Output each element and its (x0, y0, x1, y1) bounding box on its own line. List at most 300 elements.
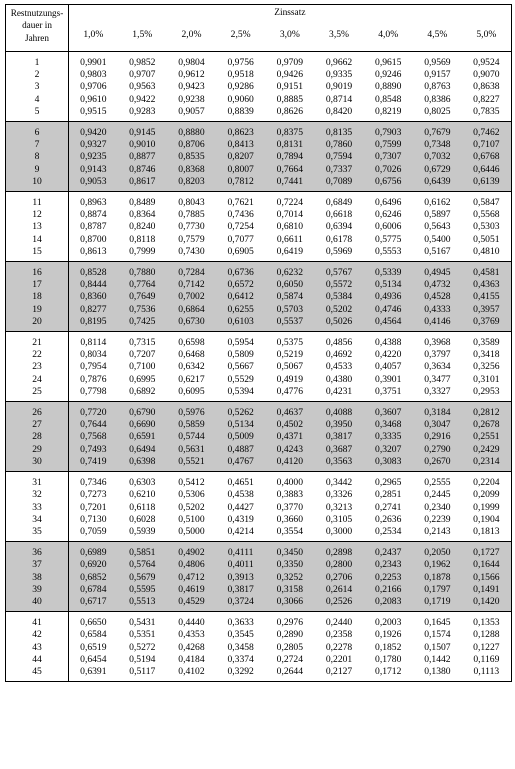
value-cell: 0,7536 (118, 304, 167, 316)
value-cell: 0,3957 (462, 304, 511, 316)
table-row (6, 69, 512, 81)
value-cell: 0,5194 (129, 653, 156, 665)
value-cell: 0,6232 (265, 262, 314, 280)
value-cell: 0,9010 (118, 139, 167, 151)
value-cell: 0,6995 (129, 373, 156, 385)
value-cell: 0,7764 (118, 279, 167, 291)
value-cell: 0,6394 (325, 221, 353, 233)
value-cell: 0,7224 (276, 197, 304, 209)
value-cell: 0,7142 (167, 279, 216, 291)
value-cell: 0,6210 (129, 489, 156, 501)
value-cell: 0,9709 (276, 57, 304, 68)
year-cell: 42 (6, 629, 69, 641)
year-cell: 34 (6, 514, 69, 526)
row-group (6, 542, 512, 612)
year-cell: 37 (6, 559, 69, 571)
year-cell: 21 (6, 332, 69, 350)
value-cell: 0,2670 (413, 456, 462, 472)
value-cell: 0,2166 (364, 584, 413, 596)
value-cell: 0,6446 (462, 164, 511, 176)
value-cell: 0,4440 (178, 617, 205, 629)
value-cell: 0,2851 (375, 489, 402, 501)
year-cell: 16 (6, 262, 69, 280)
value-cell: 0,6178 (325, 233, 353, 245)
value-cell: 0,8839 (216, 106, 265, 122)
value-cell: 0,4533 (325, 361, 353, 373)
value-cell: 0,7568 (69, 431, 118, 443)
year-cell: 32 (6, 489, 69, 501)
value-cell: 0,6103 (216, 316, 265, 332)
value-cell: 0,6768 (462, 151, 511, 163)
value-cell: 0,9335 (325, 69, 353, 81)
value-cell: 0,6650 (80, 617, 107, 629)
value-cell: 0,2965 (375, 477, 402, 489)
value-cell: 0,1797 (413, 584, 462, 596)
year-cell: 17 (6, 279, 69, 291)
value-cell: 0,5529 (227, 373, 254, 385)
value-cell: 0,8118 (129, 233, 156, 245)
value-cell: 0,6591 (118, 431, 167, 443)
value-cell: 0,7419 (69, 456, 118, 472)
value-cell: 0,4538 (227, 489, 254, 501)
value-cell: 0,6584 (80, 629, 107, 641)
value-cell: 0,5051 (462, 234, 511, 246)
value-cell: 0,8034 (80, 349, 107, 361)
year-cell: 28 (6, 431, 69, 443)
value-cell: 0,7441 (265, 176, 314, 192)
value-cell: 0,4011 (216, 559, 265, 571)
value-cell: 0,6217 (178, 373, 205, 385)
value-cell: 0,3968 (424, 337, 451, 349)
year-cell: 43 (6, 642, 69, 654)
value-cell: 0,6864 (167, 304, 216, 316)
value-cell: 0,7720 (69, 402, 118, 420)
value-cell: 0,7903 (364, 122, 413, 140)
value-cell: 0,6162 (424, 197, 451, 209)
value-cell: 0,3442 (325, 477, 353, 489)
value-cell: 0,4333 (413, 304, 462, 316)
value-cell: 0,5431 (129, 617, 156, 629)
value-cell: 0,6618 (325, 209, 353, 221)
value-cell: 0,8360 (69, 291, 118, 303)
value-cell: 0,6050 (265, 279, 314, 291)
value-cell: 0,4243 (265, 444, 314, 456)
table-row (6, 629, 512, 641)
value-cell: 0,3724 (216, 596, 265, 612)
value-cell: 0,8386 (424, 93, 451, 105)
value-cell: 0,4619 (167, 584, 216, 596)
value-cell: 0,3607 (364, 402, 413, 420)
table-row (6, 81, 512, 93)
value-cell: 0,5897 (424, 209, 451, 221)
value-cell: 0,6028 (129, 513, 156, 525)
value-cell: 0,6736 (216, 262, 265, 280)
value-cell: 0,5219 (276, 349, 304, 361)
value-cell: 0,3066 (265, 596, 314, 612)
value-cell: 0,5100 (178, 513, 205, 525)
value-cell: 0,4564 (364, 316, 413, 332)
value-cell: 0,9662 (325, 57, 353, 68)
table-row (6, 122, 512, 140)
value-cell: 0,8613 (69, 246, 118, 262)
value-cell: 0,1507 (424, 641, 451, 653)
value-cell: 0,1566 (462, 572, 511, 584)
value-cell: 0,8528 (69, 262, 118, 280)
value-cell: 0,7999 (118, 246, 167, 262)
row-group (6, 612, 512, 682)
value-cell: 0,6118 (129, 501, 156, 513)
table-row (6, 234, 512, 246)
value-cell: 0,2143 (413, 526, 462, 542)
table-row (6, 246, 512, 262)
year-cell: 4 (6, 94, 69, 106)
year-cell: 7 (6, 139, 69, 151)
value-cell: 0,9019 (325, 81, 353, 93)
value-cell: 0,2812 (462, 402, 511, 420)
value-cell: 0,3554 (265, 526, 314, 542)
value-cell: 0,2083 (364, 596, 413, 612)
value-cell: 0,9615 (375, 57, 402, 68)
value-cell: 0,4120 (265, 456, 314, 472)
value-cell: 0,3083 (364, 456, 413, 472)
year-cell: 15 (6, 246, 69, 262)
value-cell: 0,5375 (276, 337, 304, 349)
value-cell: 0,4220 (375, 349, 402, 361)
table-row (6, 444, 512, 456)
value-cell: 0,5809 (227, 349, 254, 361)
row-group (6, 332, 512, 402)
value-cell: 0,9563 (129, 81, 156, 93)
value-cell: 0,3634 (424, 361, 451, 373)
value-cell: 0,9901 (80, 57, 107, 68)
value-cell: 0,5000 (167, 526, 216, 542)
value-cell: 0,8277 (69, 304, 118, 316)
value-cell: 0,8626 (265, 106, 314, 122)
value-cell: 0,7026 (364, 164, 413, 176)
value-cell: 0,1962 (413, 559, 462, 571)
year-cell: 41 (6, 612, 69, 630)
value-cell: 0,2445 (424, 489, 451, 501)
value-cell: 0,5851 (118, 542, 167, 560)
value-cell: 0,7273 (80, 489, 107, 501)
value-cell: 0,9803 (80, 69, 107, 81)
value-cell: 0,2358 (325, 629, 353, 641)
value-cell: 0,9151 (276, 81, 304, 93)
value-cell: 0,4637 (265, 402, 314, 420)
value-cell: 0,1926 (375, 629, 402, 641)
rate-header: 2,5% (216, 20, 265, 52)
value-cell: 0,6892 (118, 386, 167, 402)
value-cell: 0,7579 (178, 233, 205, 245)
value-cell: 0,4746 (364, 304, 413, 316)
value-cell: 0,8195 (69, 316, 118, 332)
value-cell: 0,7835 (462, 106, 511, 122)
value-cell: 0,3883 (276, 489, 304, 501)
year-cell: 22 (6, 349, 69, 361)
rate-header: 5,0% (462, 20, 511, 52)
table-row (6, 596, 512, 612)
value-cell: 0,9420 (69, 122, 118, 140)
value-cell: 0,8880 (167, 122, 216, 140)
value-cell: 0,4057 (375, 361, 402, 373)
year-cell: 8 (6, 151, 69, 163)
value-cell: 0,7664 (265, 164, 314, 176)
value-cell: 0,3817 (216, 584, 265, 596)
value-cell: 0,7201 (80, 501, 107, 513)
value-cell: 0,5595 (118, 584, 167, 596)
year-cell: 3 (6, 81, 69, 93)
value-cell: 0,3458 (227, 641, 254, 653)
table-row (6, 514, 512, 526)
value-cell: 0,6419 (265, 246, 314, 262)
value-cell: 0,4502 (265, 419, 314, 431)
value-cell: 0,6905 (216, 246, 265, 262)
table-row (6, 52, 512, 70)
value-cell: 0,5859 (167, 419, 216, 431)
value-cell: 0,7014 (276, 209, 304, 221)
table-row (6, 526, 512, 542)
value-cell: 0,3256 (462, 361, 511, 373)
year-cell: 9 (6, 164, 69, 176)
table-row (6, 304, 512, 316)
value-cell: 0,5643 (424, 221, 451, 233)
value-cell: 0,8714 (325, 93, 353, 105)
value-cell: 0,5568 (462, 209, 511, 221)
value-cell: 0,3335 (364, 431, 413, 443)
value-cell: 0,3350 (265, 559, 314, 571)
value-cell: 0,1712 (364, 666, 413, 682)
value-cell: 0,9235 (69, 151, 118, 163)
value-cell: 0,4146 (413, 316, 462, 332)
table-row (6, 502, 512, 514)
rate-header: 3,0% (265, 20, 314, 52)
value-cell: 0,2790 (413, 444, 462, 456)
value-cell: 0,5775 (375, 233, 402, 245)
year-cell: 24 (6, 374, 69, 386)
value-cell: 0,5303 (462, 221, 511, 233)
year-cell: 40 (6, 596, 69, 612)
value-cell: 0,5272 (129, 641, 156, 653)
value-cell: 0,3450 (265, 542, 314, 560)
value-cell: 0,7885 (178, 209, 205, 221)
value-cell: 0,6391 (69, 666, 118, 682)
value-cell: 0,4936 (364, 291, 413, 303)
value-cell: 0,7679 (413, 122, 462, 140)
value-cell: 0,3207 (364, 444, 413, 456)
table-row (6, 654, 512, 666)
value-cell: 0,4427 (227, 501, 254, 513)
value-cell: 0,7254 (227, 221, 254, 233)
value-cell: 0,5262 (216, 402, 265, 420)
value-cell: 0,8746 (118, 164, 167, 176)
table-row (6, 151, 512, 163)
value-cell: 0,2534 (364, 526, 413, 542)
value-cell: 0,5134 (364, 279, 413, 291)
value-cell: 0,7894 (265, 151, 314, 163)
value-cell: 0,7315 (129, 337, 156, 349)
value-cell: 0,2204 (462, 472, 511, 490)
value-cell: 0,9327 (69, 139, 118, 151)
value-cell: 0,4902 (167, 542, 216, 560)
year-cell: 23 (6, 361, 69, 373)
year-cell: 35 (6, 526, 69, 542)
value-cell: 0,5202 (178, 501, 205, 513)
value-cell: 0,5521 (167, 456, 216, 472)
value-cell: 0,6729 (413, 164, 462, 176)
value-cell: 0,2239 (424, 513, 451, 525)
value-cell: 0,1491 (462, 584, 511, 596)
value-cell: 0,5167 (413, 246, 462, 262)
value-cell: 0,6006 (375, 221, 402, 233)
value-cell: 0,5394 (216, 386, 265, 402)
value-cell: 0,1288 (462, 629, 511, 641)
value-cell: 0,9426 (276, 69, 304, 81)
table-row (6, 192, 512, 210)
row-group (6, 192, 512, 262)
value-cell: 0,2437 (364, 542, 413, 560)
value-cell: 0,8219 (364, 106, 413, 122)
value-cell: 0,8890 (375, 81, 402, 93)
table-row (6, 666, 512, 682)
value-cell: 0,2636 (375, 513, 402, 525)
table-row (6, 221, 512, 233)
value-cell: 0,5874 (265, 291, 314, 303)
table-row (6, 584, 512, 596)
value-cell: 0,4214 (216, 526, 265, 542)
value-cell: 0,4380 (325, 373, 353, 385)
value-cell: 0,5767 (314, 262, 363, 280)
year-cell: 45 (6, 666, 69, 682)
value-cell: 0,5744 (167, 431, 216, 443)
value-cell: 0,2440 (325, 617, 353, 629)
value-cell: 0,5067 (276, 361, 304, 373)
value-cell: 0,6690 (118, 419, 167, 431)
value-cell: 0,1727 (462, 542, 511, 560)
value-cell: 0,7649 (118, 291, 167, 303)
value-cell: 0,7425 (118, 316, 167, 332)
value-cell: 0,7493 (69, 444, 118, 456)
value-cell: 0,8787 (80, 221, 107, 233)
year-cell: 31 (6, 472, 69, 490)
value-cell: 0,5202 (314, 304, 363, 316)
value-cell: 0,9518 (227, 69, 254, 81)
value-cell: 0,7100 (129, 361, 156, 373)
value-cell: 0,6454 (80, 653, 107, 665)
value-cell: 0,8203 (167, 176, 216, 192)
value-cell: 0,2278 (325, 641, 353, 653)
value-cell: 0,3545 (227, 629, 254, 641)
table-row (6, 489, 512, 501)
value-cell: 0,2099 (462, 489, 511, 501)
value-cell: 0,7621 (227, 197, 254, 209)
value-cell: 0,4155 (462, 291, 511, 303)
value-cell: 0,6412 (216, 291, 265, 303)
value-cell: 0,9706 (80, 81, 107, 93)
value-cell: 0,4268 (178, 641, 205, 653)
value-cell: 0,4732 (413, 279, 462, 291)
table-row (6, 559, 512, 571)
value-cell: 0,3901 (375, 373, 402, 385)
value-cell: 0,4581 (462, 262, 511, 280)
value-cell: 0,1719 (413, 596, 462, 612)
value-cell: 0,6246 (375, 209, 402, 221)
value-cell: 0,6810 (276, 221, 304, 233)
value-cell: 0,7207 (129, 349, 156, 361)
value-cell: 0,6095 (167, 386, 216, 402)
value-cell: 0,6468 (178, 349, 205, 361)
year-cell: 14 (6, 234, 69, 246)
value-cell: 0,2127 (314, 666, 363, 682)
value-cell: 0,8135 (314, 122, 363, 140)
year-cell: 27 (6, 419, 69, 431)
interest-rate-group-header: Zinssatz (69, 5, 512, 20)
value-cell: 0,8700 (80, 233, 107, 245)
row-group (6, 122, 512, 192)
rate-header: 2,0% (167, 20, 216, 52)
year-cell: 26 (6, 402, 69, 420)
value-cell: 0,1878 (413, 572, 462, 584)
value-cell: 0,2678 (462, 419, 511, 431)
table-row (6, 332, 512, 350)
value-cell: 0,6611 (276, 233, 303, 245)
value-cell: 0,3374 (227, 653, 254, 665)
value-cell: 0,3184 (413, 402, 462, 420)
value-cell: 0,5667 (227, 361, 254, 373)
value-cell: 0,1645 (424, 617, 451, 629)
value-cell: 0,6756 (364, 176, 413, 192)
value-cell: 0,8623 (216, 122, 265, 140)
value-cell: 0,9422 (129, 93, 156, 105)
page (5, 4, 511, 682)
value-cell: 0,5969 (314, 246, 363, 262)
value-cell: 0,6255 (216, 304, 265, 316)
value-cell: 0,4767 (216, 456, 265, 472)
value-cell: 0,9060 (227, 93, 254, 105)
value-cell: 0,8489 (129, 197, 156, 209)
value-cell: 0,8420 (314, 106, 363, 122)
value-cell: 0,9246 (375, 69, 402, 81)
value-cell: 0,4111 (216, 542, 265, 560)
rate-header: 1,0% (69, 20, 118, 52)
year-cell: 39 (6, 584, 69, 596)
value-cell: 0,5351 (129, 629, 156, 641)
value-cell: 0,4353 (178, 629, 205, 641)
value-cell: 0,4810 (462, 246, 511, 262)
table-row (6, 361, 512, 373)
value-cell: 0,9286 (227, 81, 254, 93)
value-cell: 0,1420 (462, 596, 511, 612)
rate-header: 4,5% (413, 20, 462, 52)
value-cell: 0,7346 (80, 477, 107, 489)
value-cell: 0,6494 (118, 444, 167, 456)
value-cell: 0,9612 (178, 69, 205, 81)
value-cell: 0,3105 (325, 513, 353, 525)
value-cell: 0,3751 (364, 386, 413, 402)
value-cell: 0,3468 (364, 419, 413, 431)
value-cell: 0,8617 (118, 176, 167, 192)
value-cell: 0,3589 (462, 332, 511, 350)
value-cell: 0,2555 (424, 477, 451, 489)
value-cell: 0,5939 (118, 526, 167, 542)
table-row (6, 472, 512, 490)
rate-header-row (6, 20, 512, 52)
year-cell: 12 (6, 209, 69, 221)
value-cell: 0,4692 (325, 349, 353, 361)
value-cell: 0,7644 (69, 419, 118, 431)
value-cell: 0,4231 (314, 386, 363, 402)
value-cell: 0,2201 (325, 653, 353, 665)
value-cell: 0,8444 (69, 279, 118, 291)
